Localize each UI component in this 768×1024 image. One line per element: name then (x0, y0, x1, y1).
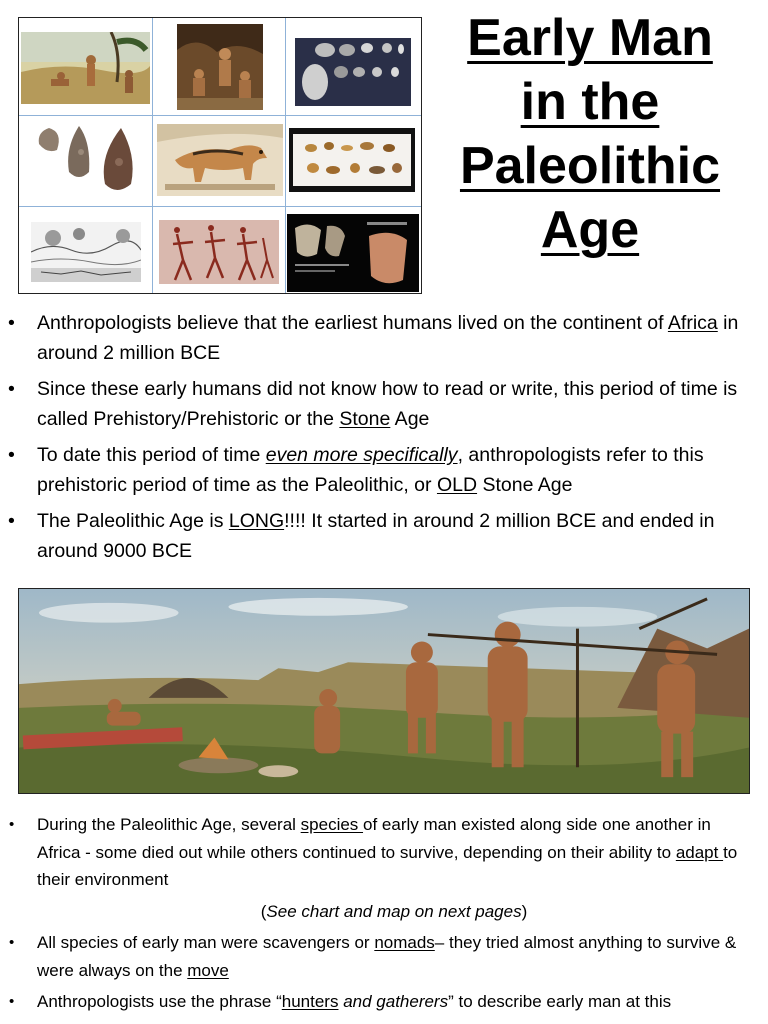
list-item (0, 374, 768, 434)
artifact-photos-image (287, 214, 419, 292)
bullet-text: !!!! It started in around 2 million BCE and ended in around 9000 BCE (37, 510, 715, 562)
bullet-icon: • (8, 378, 15, 400)
bullet-icon: • (8, 510, 15, 532)
title-line-3: Paleolithic (459, 137, 721, 195)
title-line-2: in the (520, 73, 660, 131)
bullet-icon: • (8, 444, 15, 466)
bullet-text: To date this period of time (37, 444, 266, 466)
bullet-text: Stone Age (477, 474, 573, 496)
bullet-icon: • (9, 934, 15, 951)
image-collage (18, 17, 422, 294)
bullet-text: Age (390, 408, 430, 430)
bullet-text: to their environment (37, 842, 738, 889)
bullet-icon: • (9, 816, 15, 833)
list-item (0, 308, 768, 368)
bullet-text: of early man existed along side one another in Africa - some died out while others continued to survive, depending on their ability to (37, 815, 711, 862)
hunters-scene-image (21, 32, 150, 104)
underlined-term: Stone (339, 408, 391, 430)
stone-tools-tray-image (289, 128, 415, 192)
bullet-text: The Paleolithic Age is (37, 510, 229, 532)
bullet-text: – they tried almost anything to survive & were always on the (37, 933, 737, 980)
bullet-icon: • (8, 312, 15, 334)
underlined-term: move (187, 960, 229, 980)
note-paren-open: ( (260, 901, 267, 921)
bullet-text: All species of early man were scavengers or (37, 933, 375, 952)
underlined-term: LONG (228, 510, 285, 532)
list-item (0, 440, 768, 500)
rock-art-figures-image (159, 220, 279, 284)
list-item (0, 811, 768, 894)
bullet-text: , anthropologists refer to this prehistoric period of time as the Paleolithic, or (37, 444, 704, 496)
underlined-term: species (300, 815, 364, 834)
species-bullet-list (0, 811, 768, 1020)
intro-bullet-list (0, 308, 768, 572)
landscape-sketch-image (31, 222, 141, 282)
underlined-term: Africa (667, 312, 718, 334)
bullet-text: in around 2 million BCE (37, 312, 739, 364)
italic-term: and gatherers (338, 992, 449, 1011)
underlined-term: OLD (436, 474, 478, 496)
underlined-italic-term: even more specifically (265, 444, 458, 466)
hand-axes-image (29, 122, 139, 198)
bullet-icon: • (9, 993, 15, 1010)
early-humans-campsite-image (18, 588, 750, 794)
bullet-text: During the Paleolithic Age, several (37, 815, 301, 834)
underlined-term: hunters (281, 992, 339, 1011)
note-paren-close: ) (521, 901, 528, 921)
underlined-term: adapt (675, 842, 724, 862)
title-line-4: Age (540, 201, 640, 259)
cave-dwellers-image (177, 24, 263, 110)
list-item (0, 506, 768, 566)
page-title (440, 6, 740, 262)
stone-flakes-image (295, 38, 411, 106)
grid-divider (152, 18, 153, 293)
cave-painting-horse-image (157, 124, 283, 196)
note-text: See chart and map on next pages (266, 901, 522, 921)
bullet-text: Since these early humans did not know how to read or write, this period of time is called Prehistory/Prehistoric or the (37, 378, 738, 430)
list-item (0, 988, 768, 1016)
grid-divider (285, 18, 286, 293)
title-line-1: Early Man (467, 9, 713, 67)
grid-divider (19, 206, 421, 207)
see-chart-note (0, 898, 768, 926)
bullet-text: ” to describe early man at this (448, 992, 672, 1011)
underlined-term: nomads (374, 933, 435, 952)
bullet-text: Anthropologists use the phrase “ (37, 992, 282, 1011)
bullet-text: Anthropologists believe that the earliest humans lived on the continent of (37, 312, 668, 334)
list-item (0, 929, 768, 984)
grid-divider (19, 115, 421, 116)
